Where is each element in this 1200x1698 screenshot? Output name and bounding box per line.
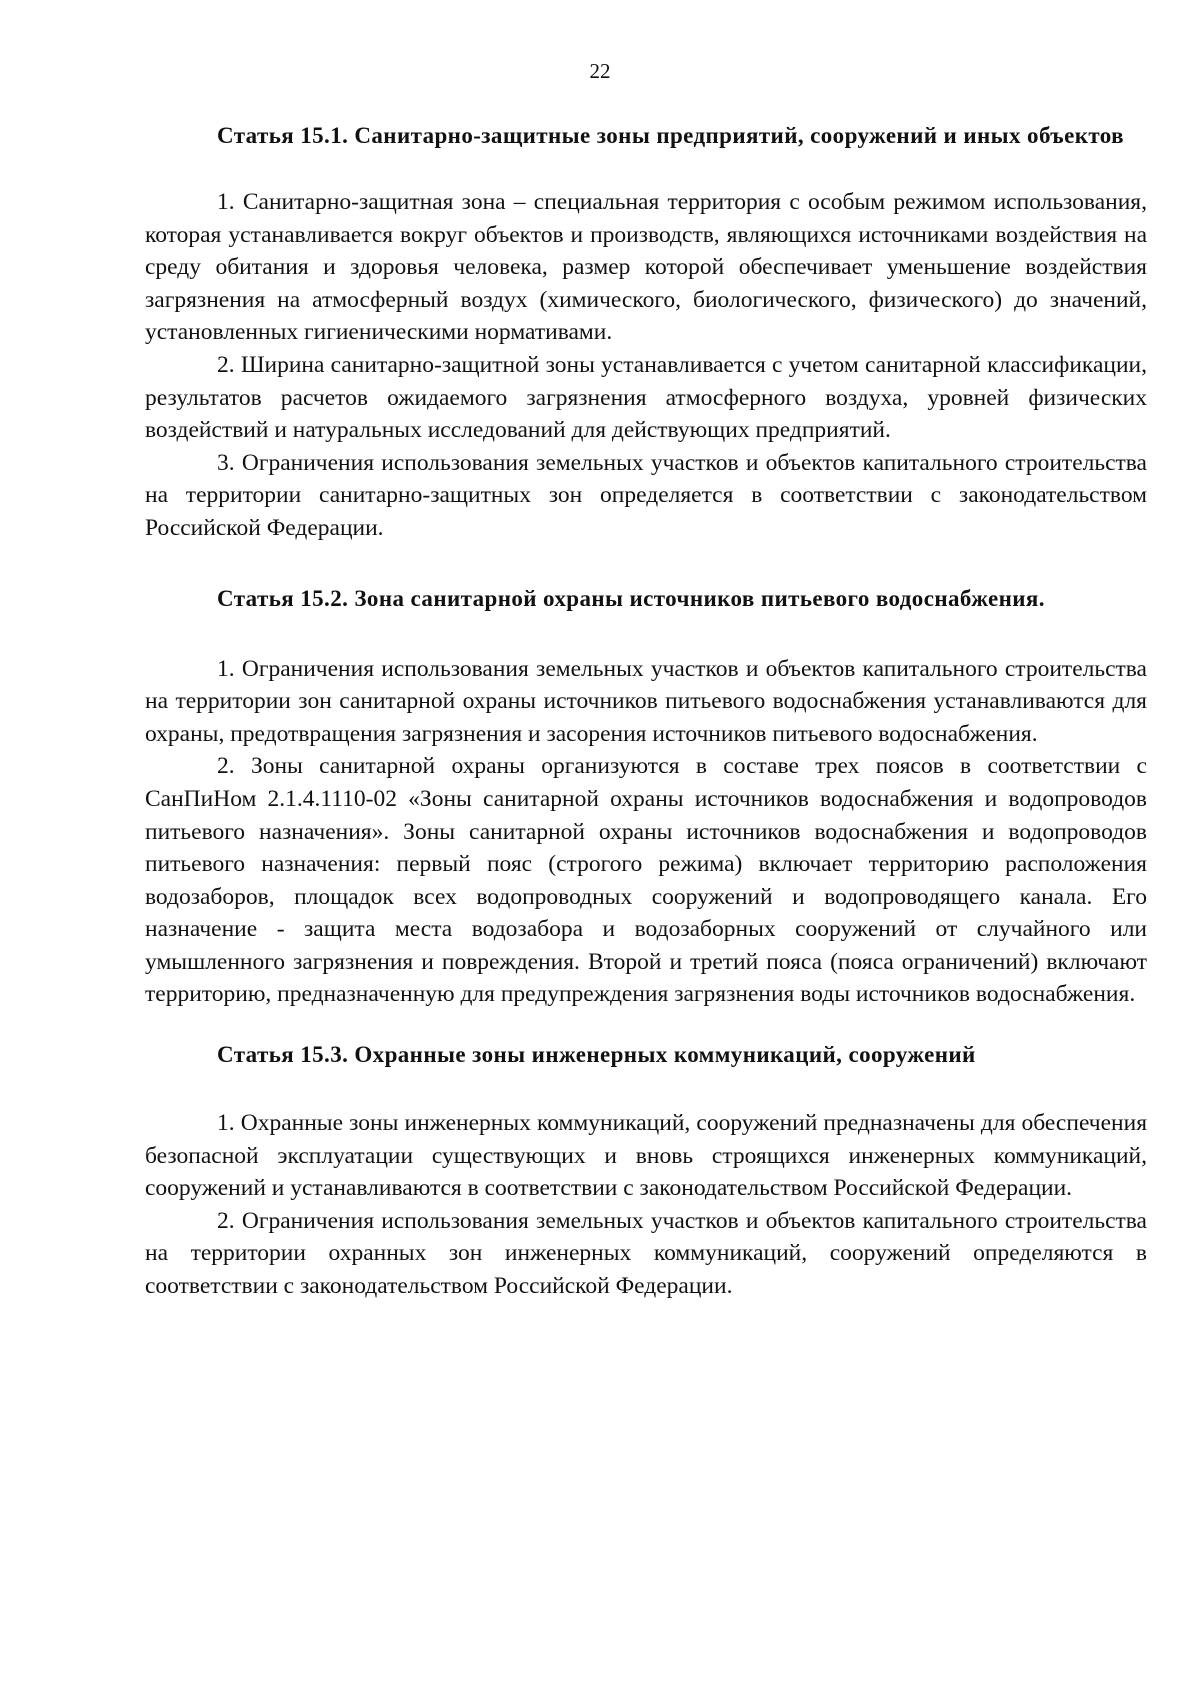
- paragraph: 1. Охранные зоны инженерных коммуникаций, сооружений предназначены для обеспечения безопасной эксплуатации существующих и вновь строящихся инженерных коммуникаций, сооружений и устанавливаются в соответствии с законодательством Российской Федерации.: [145, 1110, 1147, 1202]
- article-15-2: [145, 583, 1147, 1012]
- paragraph: 2. Зоны санитарной охраны организуются в составе трех поясов в соответствии с СанПиНом 2.1.4.1110-02 «Зоны санитарной охраны источников водоснабжения и водопроводов питьевого назначения». Зоны санитарной охраны источников водоснабжения и водопроводов питьевого назначения: первый пояс (строгого режима) включает территорию расположения водозаборов, площадок всех водопроводных сооружений и водопроводящего канала. Его назначение - защита места водозабора и водозаборных сооружений от случайного или умышленного загрязнения и повреждения. Второй и третий пояса (пояса ограничений) включают территорию, предназначенную для предупреждения загрязнения воды источников водоснабжения.: [145, 753, 1147, 1008]
- article-heading: Статья 15.1. Санитарно-защитные зоны предприятий, сооружений и иных объектов: [217, 123, 1124, 148]
- paragraph: 3. Ограничения использования земельных участков и объектов капитального строительства на территории санитарно-защитных зон определяется в соответствии с законодательством Российской Федерации.: [145, 449, 1147, 541]
- article-15-1: [145, 120, 1147, 545]
- document-body: [145, 120, 1147, 1303]
- article-heading: Статья 15.3. Охранные зоны инженерных коммуникаций, сооружений: [217, 1042, 976, 1068]
- article-heading: Статья 15.2. Зона санитарной охраны источников питьевого водоснабжения.: [217, 585, 1045, 611]
- article-15-3: [145, 1039, 1147, 1303]
- paragraph: 2. Ширина санитарно-защитной зоны устанавливается с учетом санитарной классификации, результатов расчетов ожидаемого загрязнения атмосферного воздуха, уровней физических воздействий и натуральных исследований для действующих предприятий.: [145, 351, 1147, 444]
- page-number: 22: [589, 59, 611, 83]
- paragraph: 1. Санитарно-защитная зона – специальная территория с особым режимом использования, которая устанавливается вокруг объектов и производств, являющихся источниками воздействия на среду обитания и здоровья человека, размер которой обеспечивает уменьшение воздействия загрязнения на атмосферный воздух (химического, биологического, физического) до значений, установленных гигиеническими нормативами.: [145, 189, 1147, 346]
- paragraph: 1. Ограничения использования земельных участков и объектов капитального строительства на территории зон санитарной охраны источников питьевого водоснабжения устанавливаются для охраны, предотвращения загрязнения и засорения источников питьевого водоснабжения.: [145, 655, 1147, 747]
- paragraph: 2. Ограничения использования земельных участков и объектов капитального строительства на территории охранных зон инженерных коммуникаций, сооружений определяются в соответствии с законодательством Российской Федерации.: [145, 1207, 1147, 1300]
